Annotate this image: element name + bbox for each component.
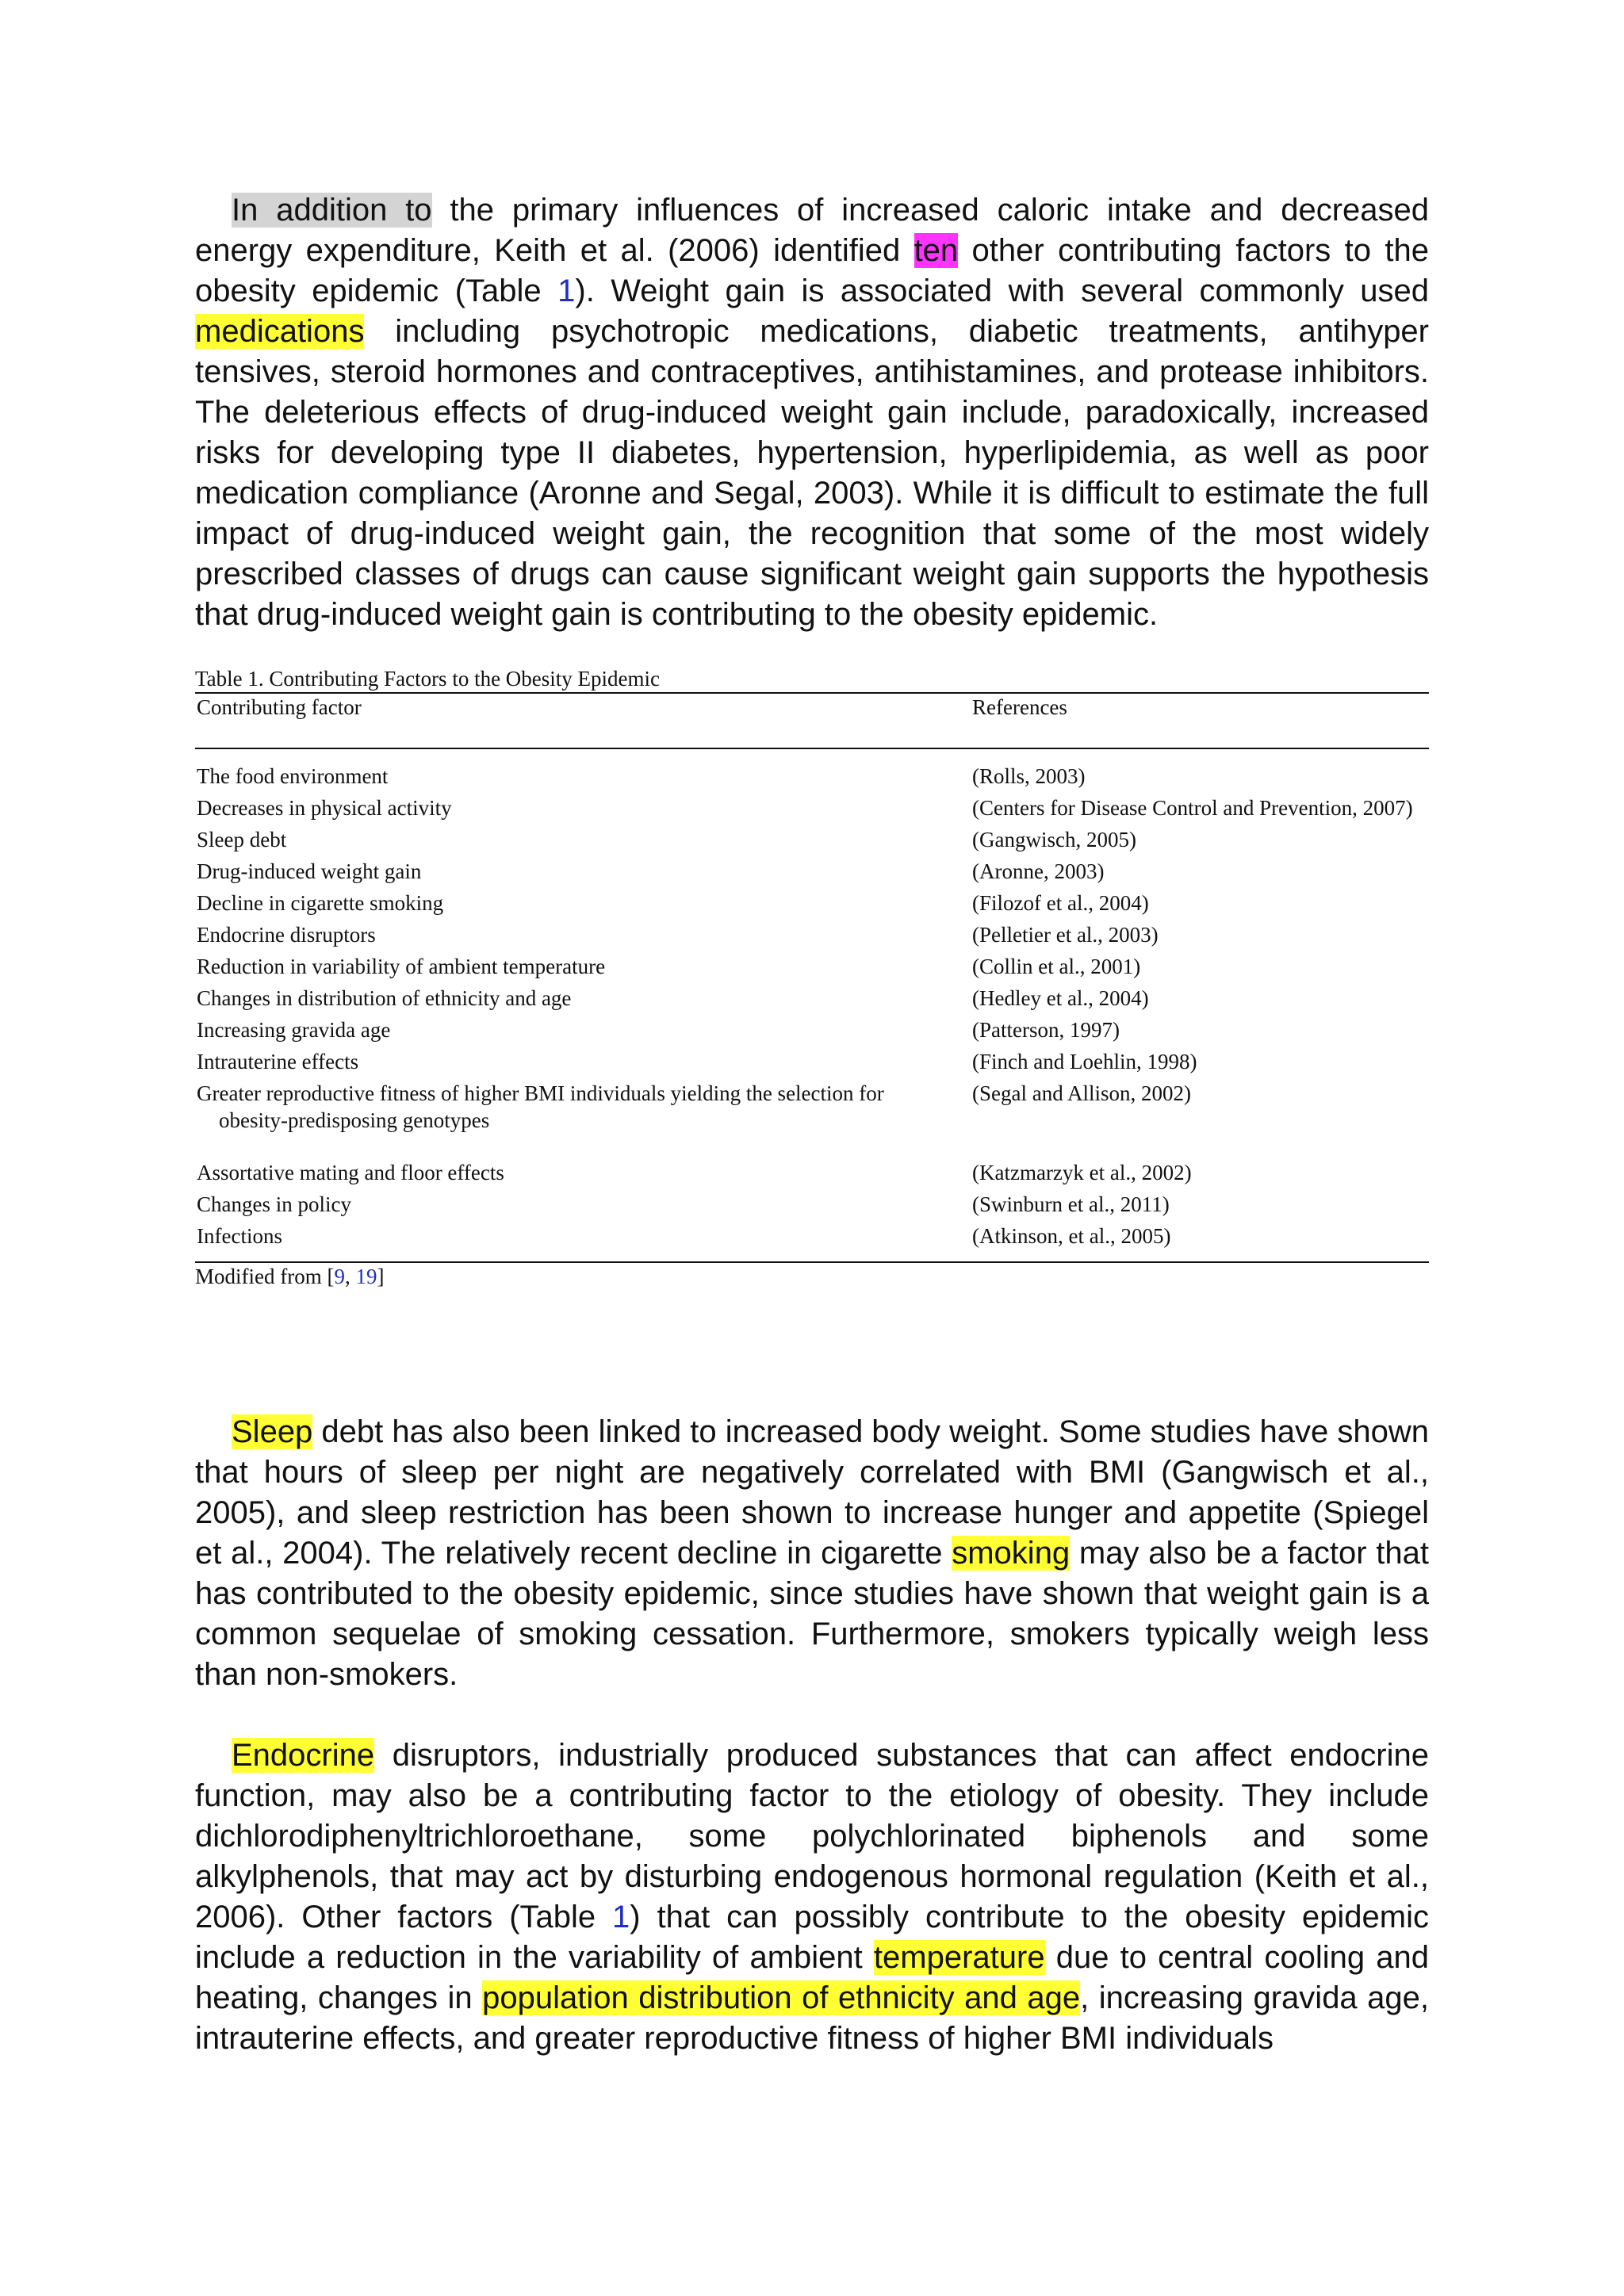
- cell-factor: [195, 951, 972, 982]
- paragraph-drug-induced-weight-gain: [195, 190, 1429, 635]
- table-note: [195, 1263, 1429, 1290]
- table-header-row: [195, 694, 1429, 748]
- cell-factor: [195, 887, 972, 919]
- factor-text: Intrauterine effects: [197, 1050, 359, 1073]
- cell-reference: (Filozof et al., 2004): [972, 891, 1149, 915]
- table-reference-link[interactable]: 1: [612, 1900, 630, 1934]
- table-caption: Table 1. Contributing Factors to the Obesity Epidemic: [195, 667, 661, 691]
- paragraph-sleep-debt: [195, 1412, 1429, 1695]
- table-row: [195, 982, 1429, 1014]
- cell-factor: [195, 855, 972, 887]
- cell-reference: (Collin et al., 2001): [972, 955, 1141, 978]
- paragraph-text: , increasing gravida age, intrauterine effects, and greater reproductive fitness of higher BMI individuals: [195, 1980, 1430, 2056]
- table-row: [195, 887, 1429, 919]
- table-row: [195, 824, 1429, 855]
- factor-text: Changes in distribution of ethnicity and age: [197, 986, 572, 1010]
- note-text: Modified from [: [195, 1265, 335, 1288]
- paragraph-text: debt has also been linked to increased body weight. Some studies have shown that hours of sleep per night are negatively correlated with BMI (Gangwisch et al., 2005), and sleep restriction has been shown to increase hunger and appetite (Spiegel et al., 2004). The relatively recent decline in cigarette: [195, 1414, 1429, 1571]
- factor-text: Assortative mating and floor effects: [197, 1161, 504, 1184]
- highlight-ten: ten: [914, 233, 959, 268]
- paragraph-text: due to central cooling and heating, changes in: [195, 1940, 1429, 2015]
- highlight-temperature: temperature: [873, 1940, 1045, 1975]
- table-row: [195, 1014, 1429, 1046]
- cell-reference: (Centers for Disease Control and Prevention, 2007): [972, 796, 1413, 820]
- factor-text: Decreases in physical activity: [197, 796, 452, 820]
- table-row: [195, 1046, 1429, 1077]
- factor-text: The food environment: [197, 764, 389, 788]
- cell-factor: [195, 982, 972, 1014]
- cell-factor: [195, 1077, 972, 1157]
- cell-factor: [195, 1188, 972, 1220]
- note-text: ,: [344, 1265, 356, 1288]
- cell-reference: (Rolls, 2003): [972, 764, 1086, 788]
- factor-text: Infections: [197, 1224, 282, 1248]
- highlight-smoking: smoking: [952, 1536, 1071, 1571]
- highlight-medications: medications: [195, 314, 365, 349]
- table-row: [195, 1188, 1429, 1220]
- highlight-endocrine: Endocrine: [232, 1738, 375, 1773]
- cell-reference: (Aronne, 2003): [972, 859, 1105, 883]
- paragraph-text: including psychotropic medications, diabetic treatments, antihyper tensives, steroid hormones and contraceptives, antihistamines, and protease inhibitors. The deleterious effects of drug-induced weight gain include, paradoxically, increased risks for developing type II diabetes, hypertension, hyperlipidemia, as well as poor medication compliance (Aronne and Segal, 2003). While it is difficult to estimate the full impact of drug-induced weight gain, the recognition that some of the most widely prescribed classes of drugs can cause significant weight gain supports the hypothesis that drug-induced weight gain is contributing to the obesity epidemic.: [195, 314, 1429, 632]
- factor-text: Increasing gravida age: [197, 1018, 391, 1042]
- header-contributing-factor: Contributing factor: [197, 695, 362, 719]
- cell-reference: (Hedley et al., 2004): [972, 986, 1149, 1010]
- cell-factor: [195, 919, 972, 951]
- highlight-population-distribution: population distribution of ethnicity and age: [482, 1980, 1081, 2015]
- paragraph-endocrine-disruptors: [195, 1735, 1429, 2059]
- cell-factor: [195, 824, 972, 855]
- cell-reference: (Swinburn et al., 2011): [972, 1192, 1170, 1216]
- highlight-sleep: Sleep: [232, 1414, 313, 1449]
- table-row: [195, 855, 1429, 887]
- paragraph-text: ) that can possibly contribute to the obesity epidemic include a reduction in the variability of ambient: [195, 1900, 1429, 1975]
- table-row: [195, 760, 1429, 792]
- cell-reference: (Segal and Allison, 2002): [972, 1081, 1191, 1105]
- table-row: [195, 1077, 1429, 1157]
- cell-factor: [195, 792, 972, 824]
- table-row: [195, 1220, 1429, 1252]
- citation-link-19[interactable]: 19: [355, 1265, 377, 1288]
- paragraph-text: other contributing factors to the obesity epidemic (Table: [195, 233, 1429, 308]
- factor-text-continued: obesity-predisposing genotypes: [219, 1108, 490, 1132]
- paragraph-text: may also be a factor that has contributed to the obesity epidemic, since studies have shown that weight gain is a common sequelae of smoking cessation. Furthermore, smokers typically weigh less than non-smokers.: [195, 1536, 1430, 1692]
- cell-reference: (Patterson, 1997): [972, 1018, 1120, 1042]
- cell-factor: [195, 1046, 972, 1077]
- table-row: [195, 951, 1429, 982]
- cell-factor: [195, 1220, 972, 1252]
- table-body: [195, 749, 1429, 1261]
- table-row: [195, 1157, 1429, 1188]
- factor-text: Endocrine disruptors: [197, 923, 376, 947]
- cell-factor: [195, 760, 972, 792]
- factor-text: Decline in cigarette smoking: [197, 891, 444, 915]
- table-row: [195, 792, 1429, 824]
- cell-reference: (Finch and Loehlin, 1998): [972, 1050, 1197, 1073]
- highlight-in-addition: In addition to: [232, 193, 432, 228]
- note-text: ]: [377, 1265, 385, 1288]
- factor-text: Reduction in variability of ambient temperature: [197, 955, 606, 978]
- document-page: [195, 190, 1429, 2059]
- contributing-factors-table: [195, 667, 1429, 1290]
- table-row: [195, 919, 1429, 951]
- cell-reference: (Pelletier et al., 2003): [972, 923, 1159, 947]
- table-reference-link[interactable]: 1: [557, 274, 576, 308]
- cell-reference: (Gangwisch, 2005): [972, 828, 1136, 851]
- paragraph-text: ). Weight gain is associated with several commonly used: [575, 274, 1430, 308]
- paragraph-text: the primary influences of increased caloric intake and decreased energy expenditure, Keith et al. (2006) identified: [195, 193, 1429, 268]
- paragraph-text: disruptors, industrially produced substances that can affect endocrine function, may also be a contributing factor to the etiology of obesity. They include dichlorodiphenyltrichloroethane, some polychlorinated biphenols and some alkylphenols, that may act by disturbing endogenous hormonal regulation (Keith et al., 2006). Other factors (Table: [195, 1738, 1429, 1934]
- cell-factor: [195, 1014, 972, 1046]
- cell-reference: (Katzmarzyk et al., 2002): [972, 1161, 1192, 1184]
- factor-text: Changes in policy: [197, 1192, 351, 1216]
- header-references: References: [972, 695, 1067, 719]
- cell-reference: (Atkinson, et al., 2005): [972, 1224, 1171, 1248]
- factor-text: Drug-induced weight gain: [197, 859, 422, 883]
- cell-factor: [195, 1157, 972, 1188]
- citation-link-9[interactable]: 9: [334, 1265, 345, 1288]
- section-spacer: [195, 1290, 1429, 1412]
- factor-text: Greater reproductive fitness of higher BMI individuals yielding the selection for: [197, 1081, 884, 1105]
- factor-text: Sleep debt: [197, 828, 287, 851]
